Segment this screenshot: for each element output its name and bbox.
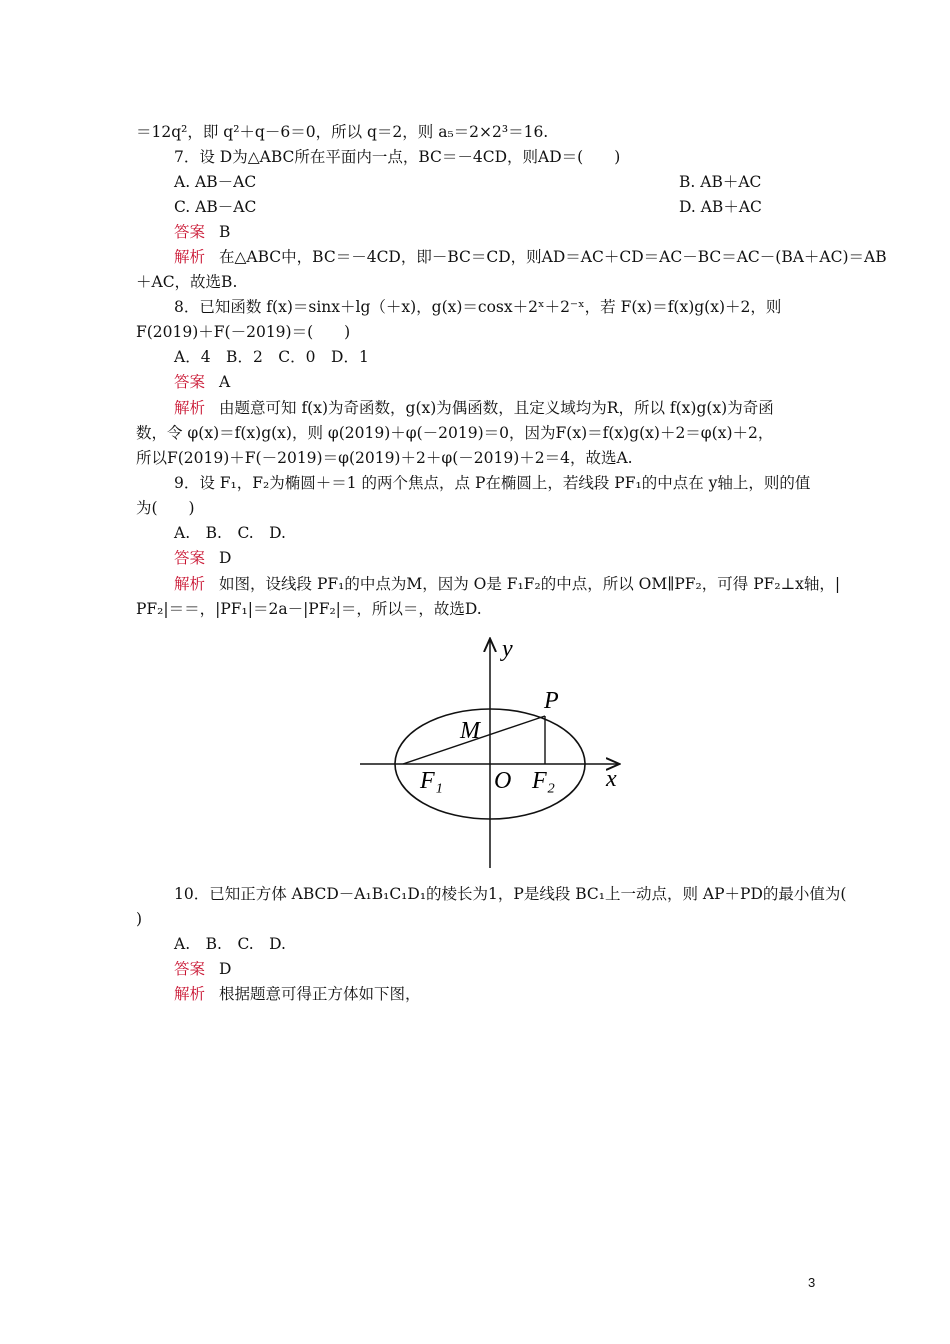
analysis-text: 在△ABC中，BC＝－4CD，即－BC＝CD，则AD＝AC＋CD＝AC－BC＝AC－(BA＋AC)＝AB — [219, 248, 887, 266]
question-10-cont: ) — [136, 910, 143, 928]
answer-label: 答案 — [174, 549, 206, 567]
option-row — [174, 195, 854, 219]
question-7: 7．设 D为△ABC所在平面内一点，BC＝－4CD，则AD＝( ) — [174, 148, 621, 166]
analysis-label: 解析 — [174, 575, 206, 593]
option-a: A. AB－AC — [174, 173, 257, 191]
analysis-text: 数，令 φ(x)＝f(x)g(x)，则 φ(2019)＋φ(－2019)＝0，因为F(x)＝f(x)g(x)＋2＝φ(x)＋2， — [136, 424, 774, 442]
analysis-label: 解析 — [174, 399, 206, 417]
analysis-line — [174, 245, 887, 269]
options-8: A．4 B．2 C．0 D．1 — [174, 348, 369, 366]
answer-line — [174, 546, 854, 570]
option-d: D. AB＋AC — [679, 198, 762, 216]
answer-value: D — [219, 960, 232, 978]
analysis-text: ＋AC，故选B. — [136, 273, 238, 291]
option-c: C. AB－AC — [174, 198, 257, 216]
answer-label: 答案 — [174, 960, 206, 978]
origin-label: O — [494, 768, 512, 794]
text-line: ＝12q²，即 q²＋q－6＝0，所以 q＝2，则 a₅＝2×2³＝16. — [136, 123, 549, 141]
analysis-text: 如图，设线段 PF₁的中点为M，因为 O是 F₁F₂的中点，所以 OM∥PF₂，可得 PF₂⊥x轴，| — [219, 575, 841, 593]
answer-line — [174, 957, 854, 981]
answer-line — [174, 370, 854, 394]
answer-line — [174, 220, 854, 244]
analysis-text: 由题意可知 f(x)为奇函数，g(x)为偶函数，且定义域均为R，所以 f(x)g(x)为奇函 — [219, 399, 774, 417]
focus-f1-label: F₁ — [420, 768, 444, 794]
option-b: B. AB＋AC — [679, 173, 762, 191]
option-row — [174, 170, 854, 194]
answer-value: D — [219, 549, 232, 567]
question-9: 9．设 F₁，F₂为椭圆＋＝1 的两个焦点，点 P在椭圆上，若线段 PF₁的中点在 y轴上，则的值 — [174, 474, 811, 492]
analysis-text: 所以F(2019)＋F(－2019)＝φ(2019)＋2＋φ(－2019)＋2＝4，故选A. — [136, 449, 633, 467]
answer-label: 答案 — [174, 223, 206, 241]
question-8: 8．已知函数 f(x)＝sinx＋lg（＋x)，g(x)＝cosx＋2ˣ＋2⁻ˣ，若 F(x)＝f(x)g(x)＋2，则 — [174, 298, 782, 316]
analysis-text: 根据题意可得正方体如下图， — [219, 985, 421, 1003]
point-p-label: P — [544, 688, 559, 714]
analysis-line — [174, 396, 854, 420]
answer-value: A — [219, 373, 231, 391]
point-m-label: M — [460, 718, 480, 744]
question-10: 10．已知正方体 ABCD－A₁B₁C₁D₁的棱长为1，P是线段 BC₁上一动点，则 AP＋PD的最小值为( — [174, 885, 847, 903]
options-9: A. B. C. D. — [174, 524, 286, 542]
analysis-label: 解析 — [174, 248, 206, 266]
answer-label: 答案 — [174, 373, 206, 391]
analysis-text: PF₂|＝＝，|PF₁|＝2a－|PF₂|＝，所以＝，故选D. — [136, 600, 482, 618]
page-number: 3 — [808, 1275, 816, 1290]
analysis-line — [174, 572, 854, 596]
x-axis-label: x — [606, 766, 617, 792]
ellipse-figure — [350, 632, 640, 872]
question-9-cont: 为( ) — [136, 499, 195, 517]
options-10: A. B. C. D. — [174, 935, 286, 953]
focus-f2-label: F₂ — [532, 768, 556, 794]
analysis-label: 解析 — [174, 985, 206, 1003]
question-8-cont: F(2019)＋F(－2019)＝( ) — [136, 323, 351, 341]
y-axis-label: y — [502, 636, 513, 662]
answer-value: B — [219, 223, 231, 241]
analysis-line — [174, 982, 854, 1006]
